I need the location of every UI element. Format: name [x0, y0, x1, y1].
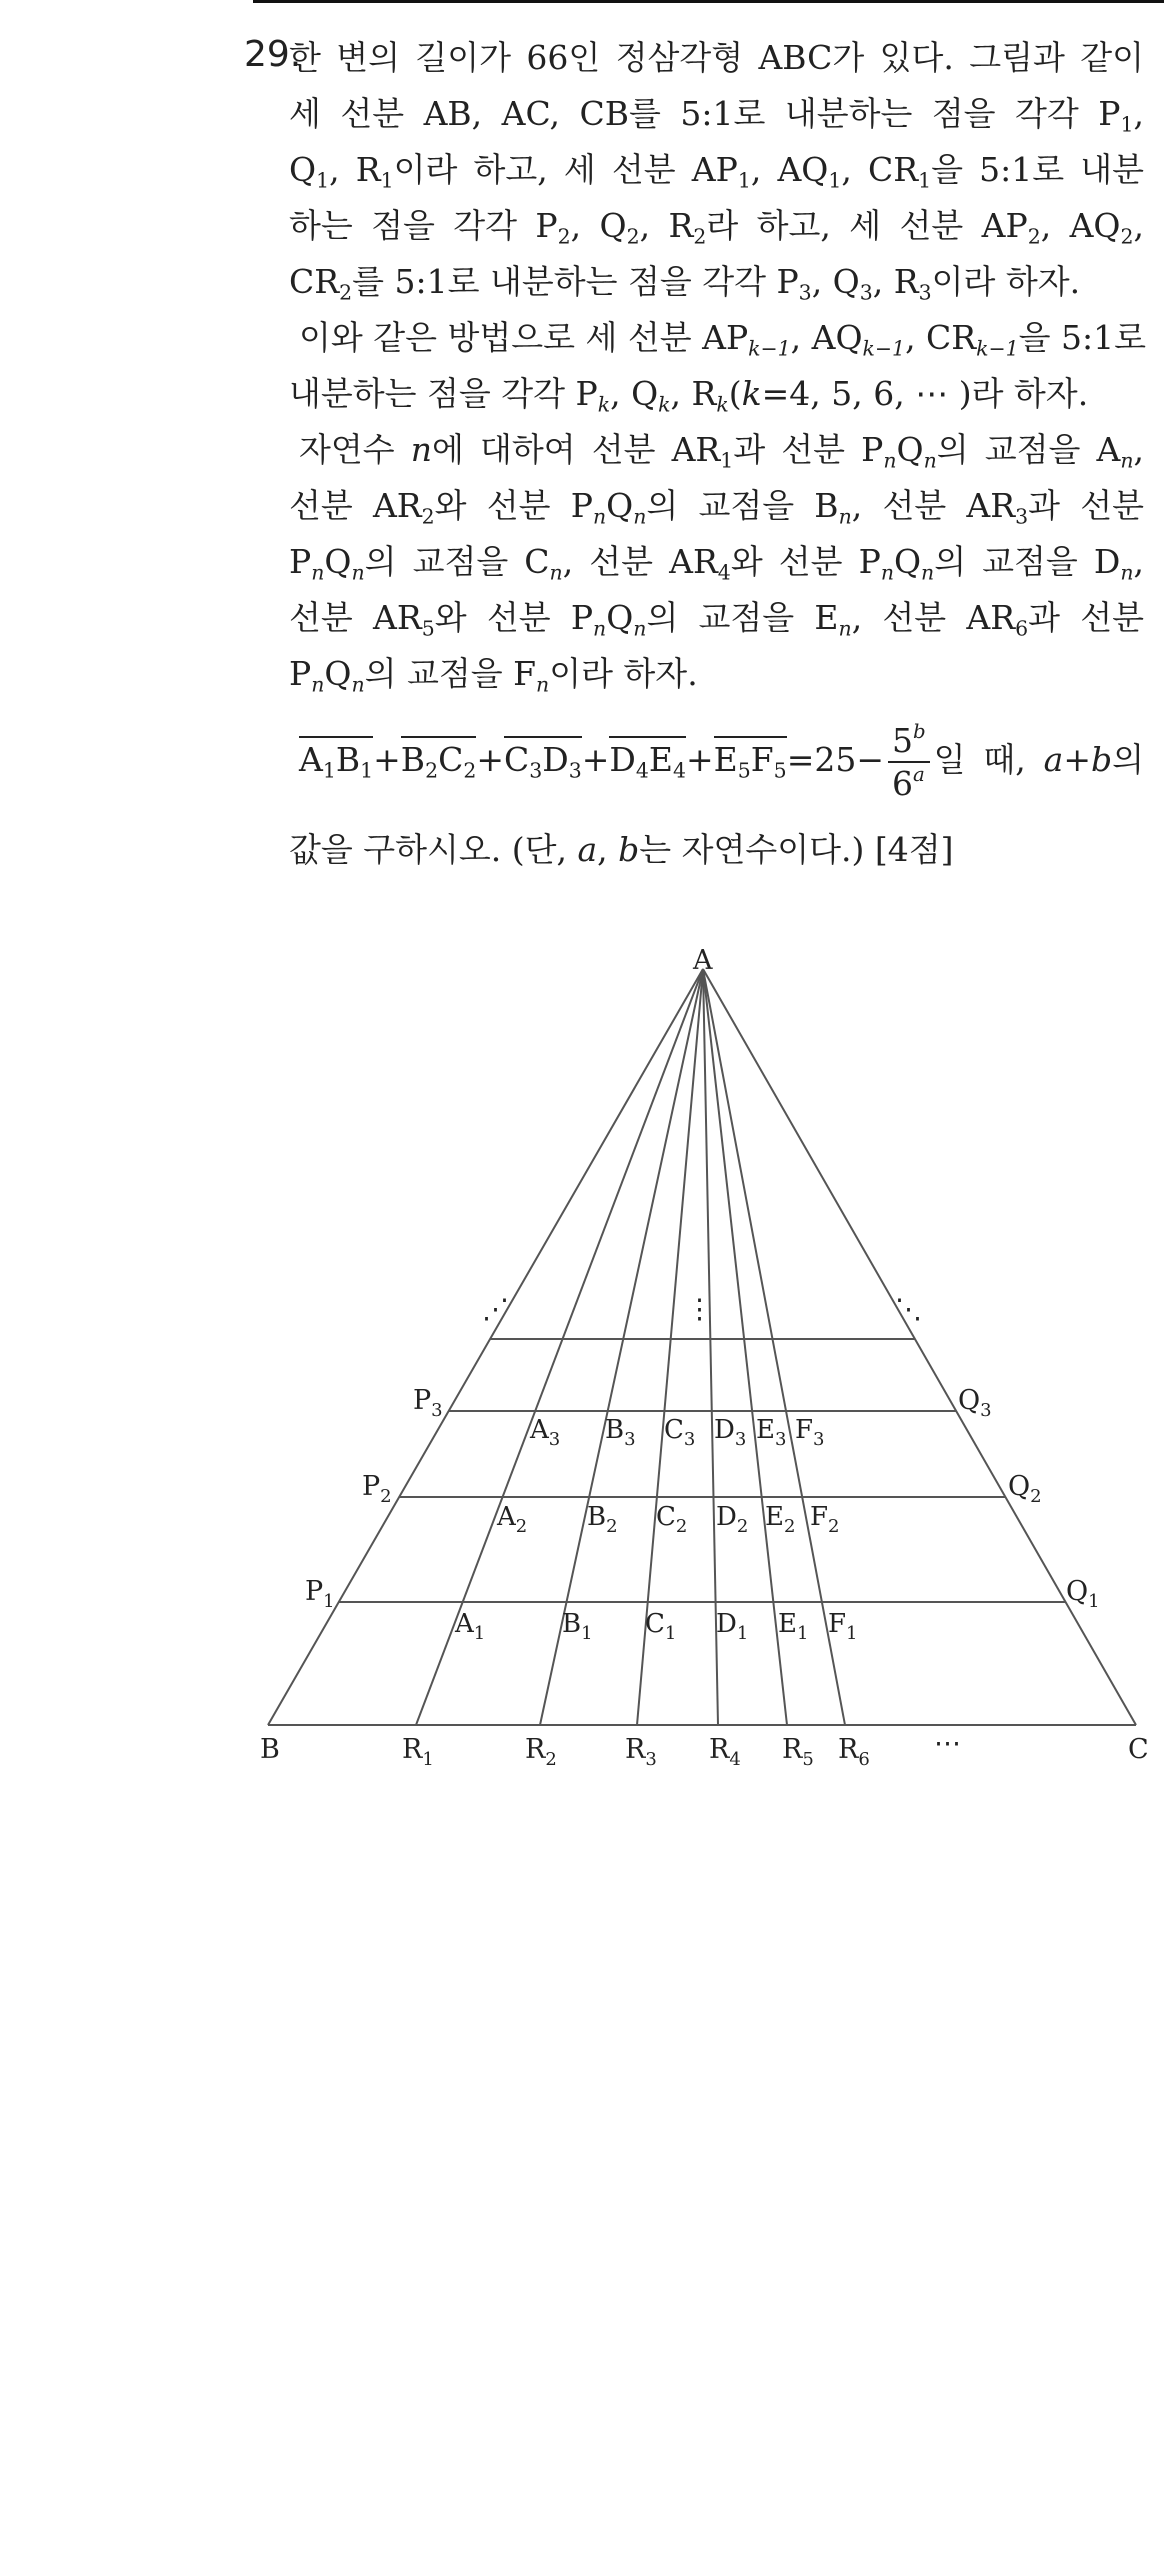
label-c2: $C_2$ — [656, 1502, 688, 1537]
segment-b2c2: $B_2C_2$ — [401, 736, 477, 779]
label-c3: $C_3$ — [664, 1415, 696, 1450]
label-q1: $Q_1$ — [1066, 1576, 1100, 1612]
label-r6: $R_6$ — [838, 1734, 870, 1770]
dots-right: ⋱ — [895, 1294, 922, 1325]
label-r4: $R_4$ — [709, 1734, 741, 1770]
problem-line-12: $P_nQ_n$의 교점을 $F_n$이라 하자. — [289, 654, 698, 697]
label-e2: $E_2$ — [765, 1502, 796, 1537]
label-b3: $B_3$ — [605, 1415, 636, 1450]
vertex-a-label: A — [693, 945, 713, 976]
problem-line-14: 값을 구하시오. (단, a, b는 자연수이다.) [4점] — [289, 830, 954, 869]
problem-line-4: 하는 점을 각각 $P_2$, $Q_2$, $R_2$라 하고, 세 선분 $AP_2$, $AQ_2$, — [289, 206, 1144, 249]
segment-c3d3: $C_3D_3$ — [504, 736, 582, 779]
label-p3: $P_3$ — [413, 1385, 443, 1421]
problem-line-9: 선분 $AR_2$와 선분 $P_nQ_n$의 교점을 $B_n$, 선분 $AR_3$과 선분 — [289, 486, 1144, 529]
dots-center: ⋮ — [686, 1294, 713, 1325]
vertex-c-label: C — [1128, 1734, 1149, 1765]
label-a2: $A_2$ — [497, 1502, 528, 1537]
problem-line-6: 이와 같은 방법으로 세 선분 $AP_{k-1}$, $AQ_{k-1}$, $CR_{k-1}$을 5:1로 — [299, 318, 1147, 361]
problem-line-7: 내분하는 점을 각각 $P_k$, $Q_k$, $R_k(k=4$, 5, 6, ⋯ )라 하자. — [289, 374, 1089, 417]
segment-d4e4: $D_4E_4$ — [609, 736, 686, 779]
label-c1: $C_1$ — [645, 1609, 677, 1644]
label-r1: $R_1$ — [402, 1734, 434, 1770]
label-r5: $R_5$ — [782, 1734, 814, 1770]
equation-line: $A_1B_1+B_2C_2+C_3D_3+D_4E_4+E_5F_5=25-$ $\frac{5^b}{6^a}$ 일 때, a+b의 — [299, 720, 1144, 803]
problem-line-5: $CR_2$를 5:1로 내분하는 점을 각각 $P_3$, $Q_3$, $R_3$이라 하자. — [289, 262, 1081, 305]
segment-a1b1: $A_1B_1$ — [299, 736, 373, 779]
label-b2: $B_2$ — [587, 1502, 618, 1537]
problem-line-10: $P_nQ_n$의 교점을 $C_n$, 선분 $AR_4$와 선분 $P_nQ_n$의 교점을 $D_n$, — [289, 542, 1145, 585]
label-d1: $D_1$ — [716, 1609, 749, 1644]
problem-number: 29. — [244, 34, 302, 75]
label-dots-base: ⋯ — [934, 1728, 961, 1759]
label-r2: $R_2$ — [525, 1734, 557, 1770]
problem-line-1: 한 변의 길이가 66인 정삼각형 ABC가 있다. 그림과 같이 — [289, 38, 1144, 77]
label-e1: $E_1$ — [778, 1609, 809, 1644]
problem-line-11: 선분 $AR_5$와 선분 $P_nQ_n$의 교점을 $E_n$, 선분 $AR_6$과 선분 — [289, 598, 1144, 641]
fraction: $\frac{5^b}{6^a}$ — [888, 724, 930, 800]
vertex-b-label: B — [260, 1734, 280, 1765]
side-ac — [703, 969, 1136, 1725]
dots-left: ⋰ — [482, 1294, 509, 1325]
label-b1: $B_1$ — [562, 1609, 593, 1644]
problem-line-2: 세 선분 AB, AC, CB를 5:1로 내분하는 점을 각각 $P_1$, — [289, 94, 1144, 137]
label-a1: $A_1$ — [455, 1609, 486, 1644]
label-f1: $F_1$ — [828, 1609, 858, 1644]
label-e3: $E_3$ — [756, 1415, 787, 1450]
problem-line-8: 자연수 n에 대하여 선분 $AR_1$과 선분 $P_nQ_n$의 교점을 $A_n$, — [299, 430, 1145, 473]
label-f2: $F_2$ — [810, 1502, 840, 1537]
label-p1: $P_1$ — [305, 1576, 335, 1612]
label-d2: $D_2$ — [716, 1502, 749, 1537]
label-a3: $A_3$ — [530, 1415, 561, 1450]
segment-e5f5: $E_5F_5$ — [714, 736, 787, 779]
label-p2: $P_2$ — [362, 1471, 392, 1507]
label-r3: $R_3$ — [625, 1734, 657, 1770]
label-q3: $Q_3$ — [958, 1385, 992, 1421]
problem-line-3: $Q_1$, $R_1$이라 하고, 세 선분 $AP_1$, $AQ_1$, $CR_1$을 5:1로 내분 — [289, 150, 1145, 193]
label-d3: $D_3$ — [714, 1415, 747, 1450]
label-q2: $Q_2$ — [1008, 1471, 1042, 1507]
label-f3: $F_3$ — [795, 1415, 825, 1450]
